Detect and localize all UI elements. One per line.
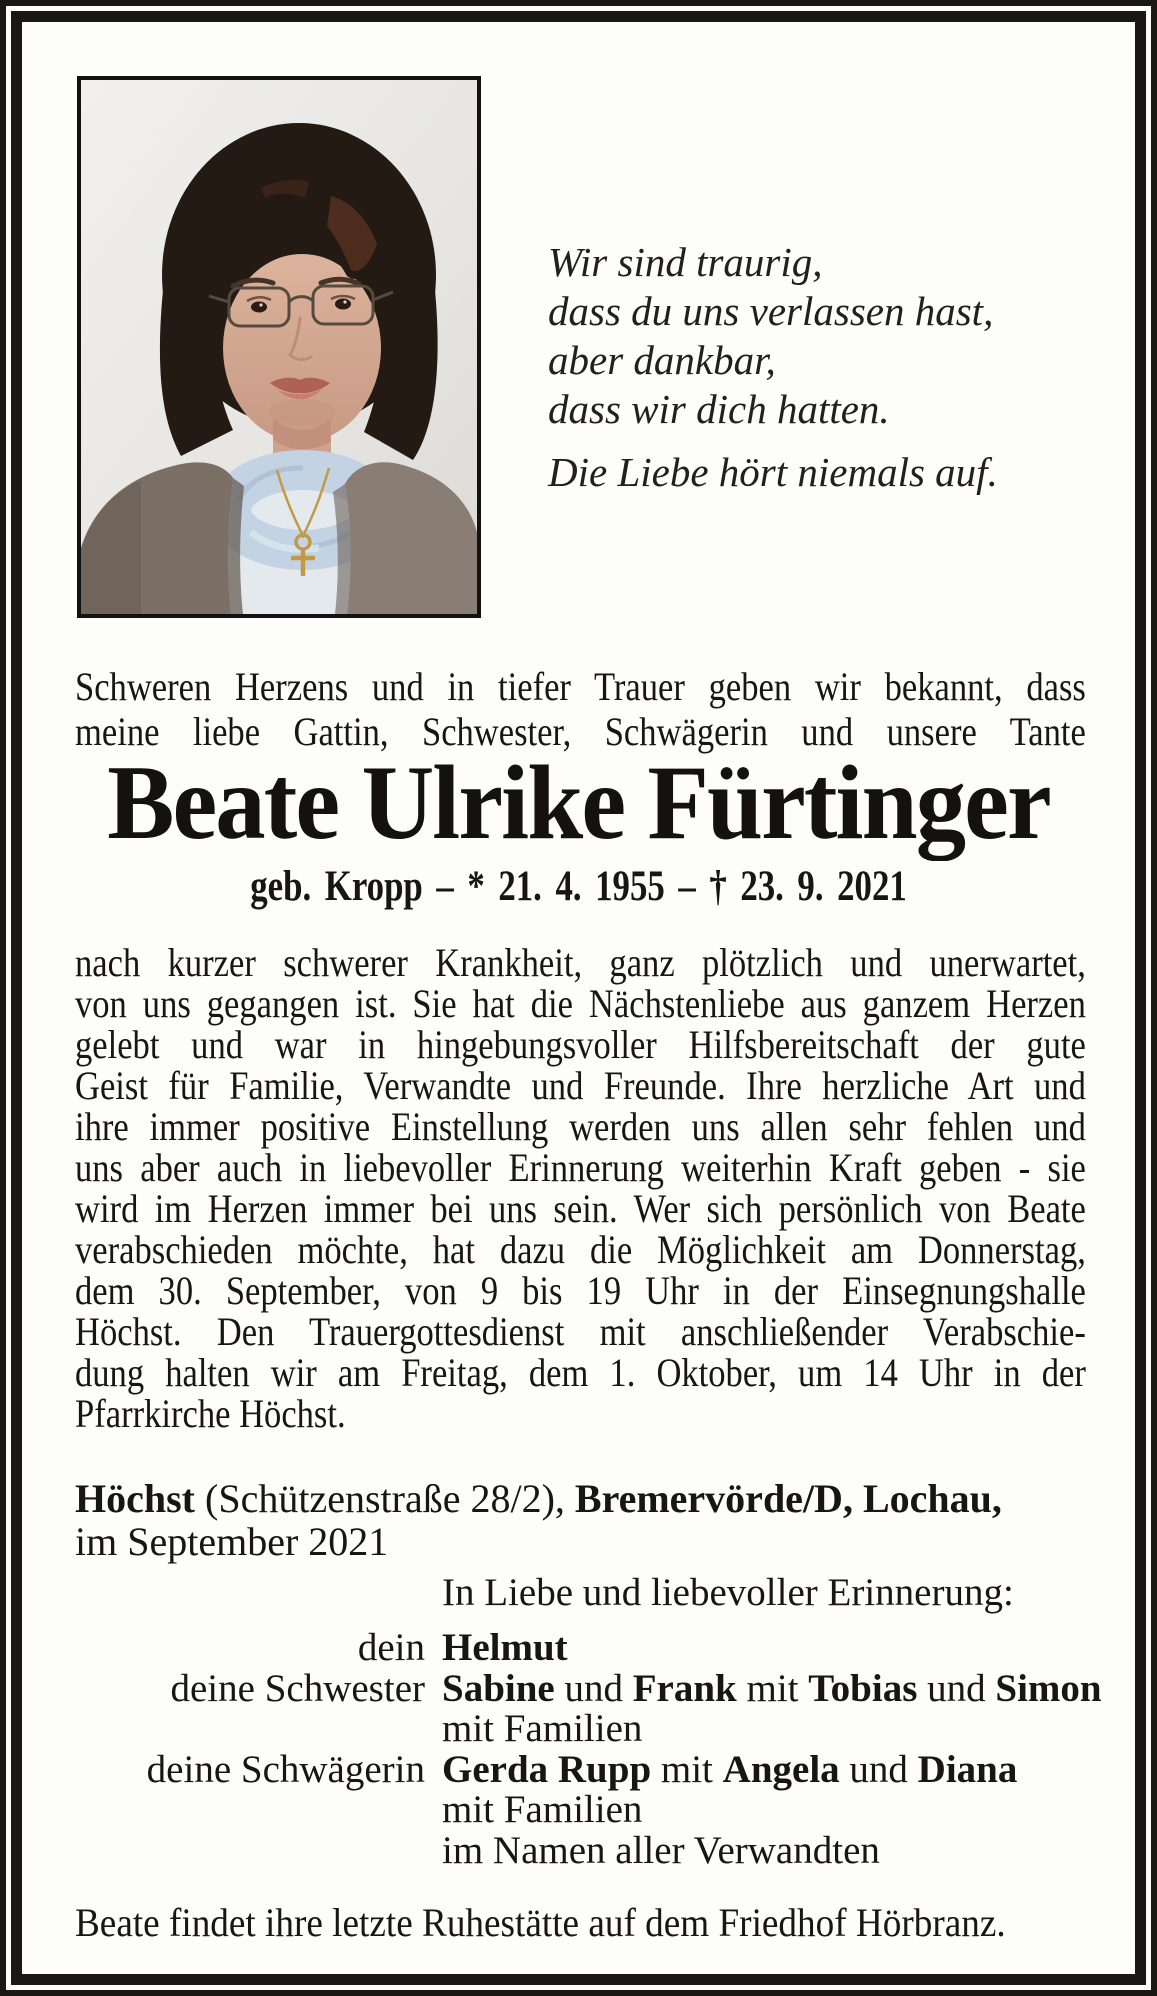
mourners-list (75, 1628, 1102, 1871)
text-segment: mit Familien (442, 1707, 643, 1750)
text-segment: und (839, 1747, 918, 1791)
text-segment: (Schützenstraße 28/2), (205, 1476, 575, 1521)
mourner-relation-label (75, 1831, 442, 1872)
mourner-relation-label: dein (357, 1626, 425, 1669)
origin-places-line (75, 1477, 1002, 1520)
text-line: gelebt und war in hingebungsvoller Hilfsbereitschaft der gute (75, 1022, 1086, 1067)
text-line: von uns gegangen ist. Sie hat die Nächstenliebe aus ganzem Herzen (75, 981, 1086, 1026)
text-line: wird im Herzen immer bei uns sein. Wer sich persönlich von Beate (75, 1186, 1086, 1231)
origin-block (75, 1477, 1002, 1563)
text-segment: und (917, 1666, 996, 1710)
quote-stanza-1 (548, 238, 1093, 434)
mourner-names (442, 1709, 1102, 1750)
text-line: uns aber auch in liebevoller Erinnerung weiterhin Kraft geben - sie (75, 1145, 1086, 1190)
mourner-names (442, 1666, 1102, 1710)
mourner-row (75, 1828, 1102, 1872)
mourner-row (75, 1628, 1102, 1669)
text-line: Schweren Herzens und in tiefer Trauer geben wir bekannt, dass (75, 664, 1086, 709)
bold-text-segment: Tobias (808, 1666, 918, 1710)
portrait-photo (77, 76, 481, 618)
text-line: ihre immer positive Einstellung werden uns allen sehr fehlen und (75, 1104, 1086, 1149)
bold-text-segment: Angela (722, 1747, 840, 1791)
bold-text-segment: Sabine (442, 1666, 555, 1710)
obituary-body (75, 942, 1086, 1434)
text-line: aber dankbar, (548, 337, 776, 383)
mourner-names (442, 1747, 1102, 1791)
text-line: verabschieden möchte, hat dazu die Möglichkeit am Donnerstag, (75, 1227, 1086, 1272)
mourner-row (75, 1666, 1102, 1710)
mourner-row (75, 1709, 1102, 1750)
opening-quote (548, 238, 1093, 497)
birth-death-line: geb. Kropp – * 21. 4. 1955 – † 23. 9. 2021 (250, 863, 907, 910)
mourner-row (75, 1790, 1102, 1831)
text-line: Pfarrkirche Höchst. (75, 1391, 346, 1436)
text-line: Geist für Familie, Verwandte und Freunde. Ihre herzliche Art und (75, 1063, 1086, 1108)
announcement-intro (75, 664, 1086, 754)
chin-shading (268, 399, 336, 425)
mourner-relation-label: deine Schwägerin (146, 1747, 425, 1791)
text-segment: und (554, 1666, 633, 1710)
mourner-relation-label: deine Schwester (170, 1666, 425, 1710)
closing-line: In Liebe und liebevoller Erinnerung: (442, 1571, 1014, 1614)
text-segment: im Namen aller Verwandten (442, 1828, 880, 1872)
bold-text-segment: Simon (995, 1666, 1102, 1710)
bold-text-segment: Helmut (442, 1626, 568, 1669)
text-line: Höchst. Den Trauergottesdienst mit anschließender Verabschie- (75, 1309, 1086, 1354)
deceased-name: Beate Ulrike Fürtinger (107, 744, 1050, 861)
mourner-names (442, 1828, 1102, 1872)
text-line: dass wir dich hatten. (548, 386, 890, 432)
text-segment: mit Familien (442, 1788, 643, 1831)
origin-date-line: im September 2021 (75, 1519, 389, 1564)
text-line: meine liebe Gattin, Schwester, Schwägerin und unsere Tante (75, 709, 1086, 754)
portrait-photo-illustration (81, 80, 477, 614)
mourner-row (75, 1747, 1102, 1791)
bold-text-segment: Bremervörde/D, Lochau, (574, 1476, 1002, 1521)
text-segment: mit (736, 1666, 809, 1710)
mourner-names (442, 1628, 1102, 1669)
mourner-relation-label (75, 1709, 442, 1750)
mourner-relation-label (75, 1790, 442, 1831)
bold-text-segment: Höchst (75, 1476, 205, 1521)
bold-text-segment: Gerda Rupp (442, 1747, 652, 1791)
text-segment: mit (651, 1747, 723, 1791)
text-line: dem 30. September, von 9 bis 19 Uhr in der Einsegnungshalle (75, 1268, 1086, 1313)
mourner-names (442, 1790, 1102, 1831)
text-line: dass du uns verlassen hast, (548, 288, 994, 334)
text-line: Wir sind traurig, (548, 239, 823, 285)
bold-text-segment: Frank (632, 1666, 737, 1710)
bold-text-segment: Diana (917, 1747, 1018, 1791)
resting-place-line: Beate findet ihre letzte Ruhestätte auf dem Friedhof Hörbranz. (75, 1900, 1006, 1945)
text-line: dung halten wir am Freitag, dem 1. Oktober, um 14 Uhr in der (75, 1350, 1086, 1395)
text-line: nach kurzer schwerer Krankheit, ganz plötzlich und unerwartet, (75, 940, 1086, 985)
quote-stanza-2: Die Liebe hört niemals auf. (548, 449, 998, 495)
